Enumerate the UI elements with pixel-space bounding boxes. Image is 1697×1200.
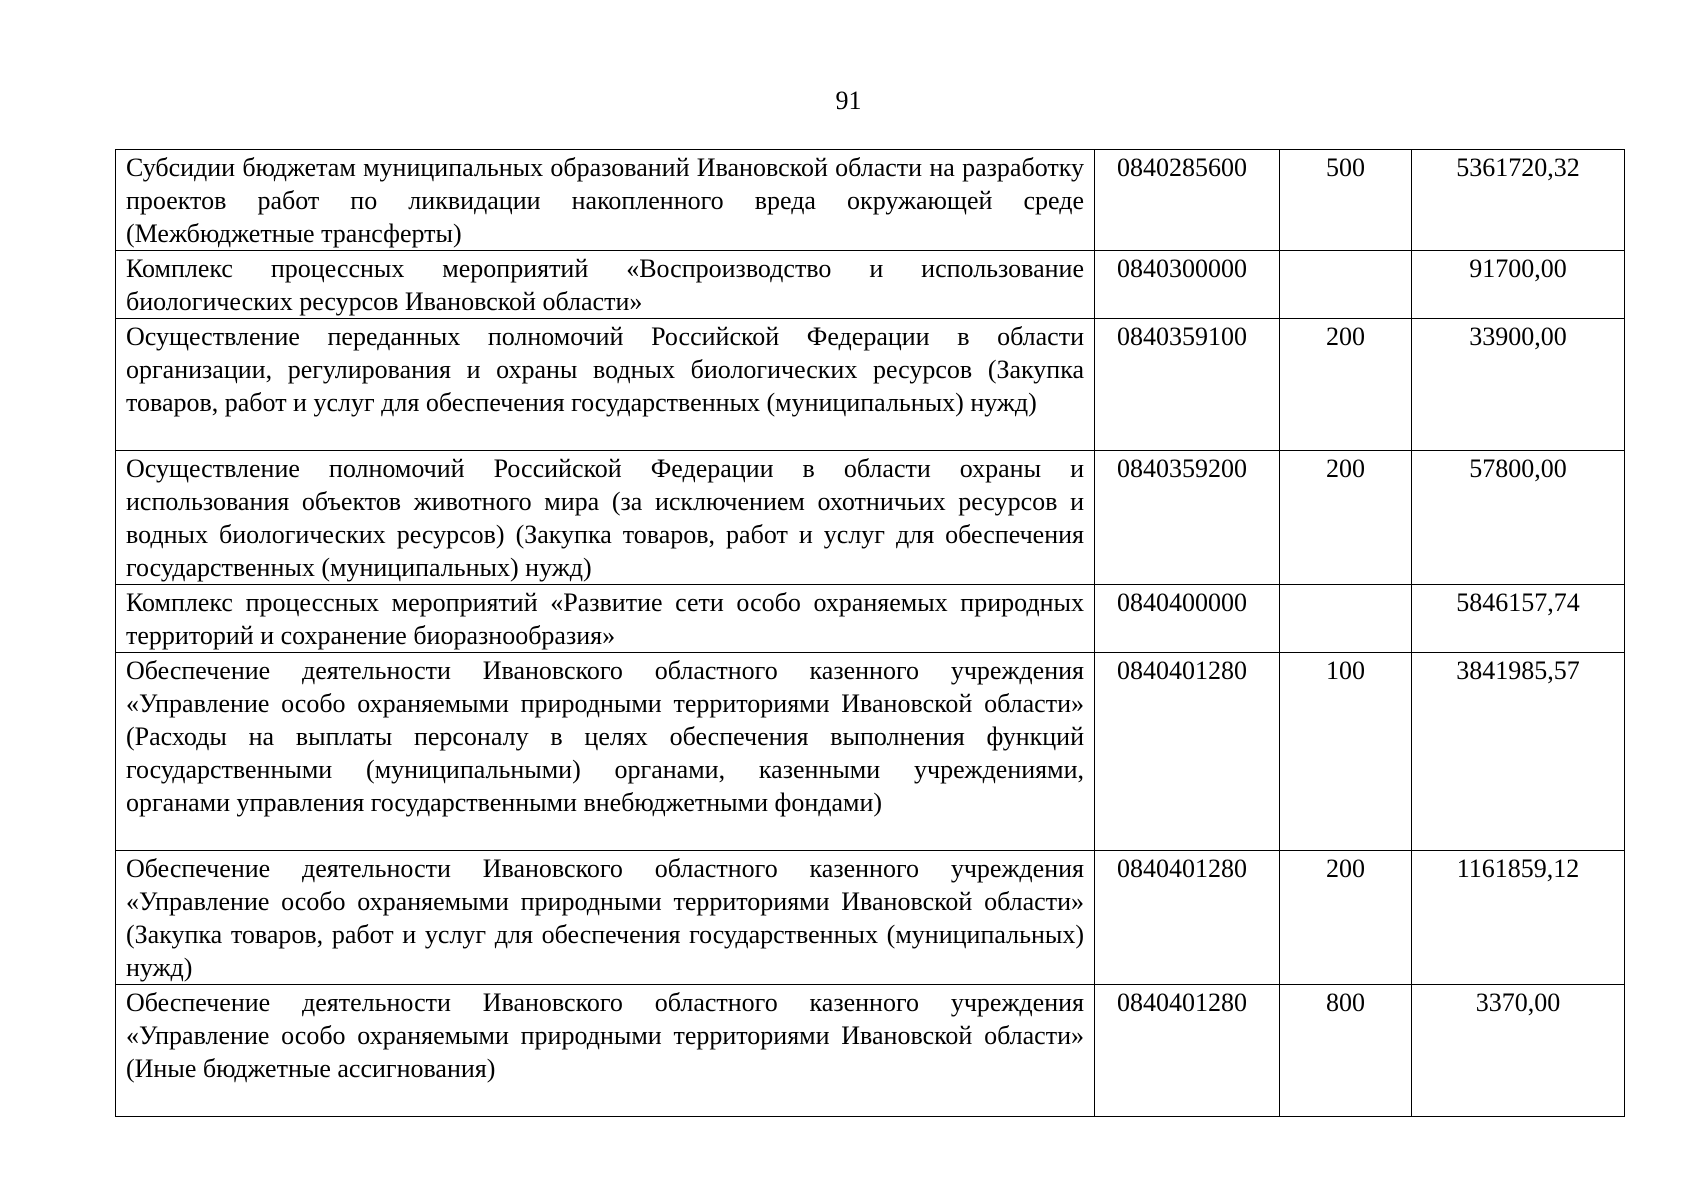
expense-type-cell (1280, 251, 1412, 319)
budget-table (115, 149, 1625, 1117)
table-row (116, 653, 1625, 851)
expense-name-cell: Обеспечение деятельности Ивановского областного казенного учреждения «Управление особо охраняемыми природными территориями Ивановской области» (Закупка товаров, работ и услуг для обеспечения государственных (муниципальных) нужд) (116, 851, 1095, 985)
amount-cell: 5361720,32 (1412, 150, 1625, 251)
expense-type-cell: 200 (1280, 851, 1412, 985)
expense-name-cell: Обеспечение деятельности Ивановского областного казенного учреждения «Управление особо охраняемыми природными территориями Ивановской области» (Иные бюджетные ассигнования) (116, 985, 1095, 1117)
amount-cell: 3841985,57 (1412, 653, 1625, 851)
expense-name-cell: Комплекс процессных мероприятий «Развитие сети особо охраняемых природных территорий и сохранение биоразнообразия» (116, 585, 1095, 653)
expense-name-cell: Обеспечение деятельности Ивановского областного казенного учреждения «Управление особо охраняемыми природными территориями Ивановской области» (Расходы на выплаты персоналу в целях обеспечения выполнения функций государственными (муниципальными) органами, казенными учреждениями, органами управления государственными внебюджетными фондами) (116, 653, 1095, 851)
amount-cell: 5846157,74 (1412, 585, 1625, 653)
target-code-cell: 0840285600 (1095, 150, 1280, 251)
expense-type-cell: 200 (1280, 451, 1412, 585)
page-number: 91 (835, 86, 862, 115)
expense-name-cell: Осуществление полномочий Российской Федерации в области охраны и использования объектов животного мира (за исключением охотничьих ресурсов и водных биологических ресурсов) (Закупка товаров, работ и услуг для обеспечения государственных (муниципальных) нужд) (116, 451, 1095, 585)
target-code-cell: 0840300000 (1095, 251, 1280, 319)
amount-cell: 91700,00 (1412, 251, 1625, 319)
expense-name-cell: Комплекс процессных мероприятий «Воспроизводство и использование биологических ресурсов Ивановской области» (116, 251, 1095, 319)
table-row (116, 985, 1625, 1117)
amount-cell: 57800,00 (1412, 451, 1625, 585)
table-row (116, 150, 1625, 251)
table-row (116, 851, 1625, 985)
table-row (116, 585, 1625, 653)
expense-name-cell: Субсидии бюджетам муниципальных образований Ивановской области на разработку проектов работ по ликвидации накопленного вреда окружающей среде (Межбюджетные трансферты) (116, 150, 1095, 251)
expense-name-cell: Осуществление переданных полномочий Российской Федерации в области организации, регулирования и охраны водных биологических ресурсов (Закупка товаров, работ и услуг для обеспечения государственных (муниципальных) нужд) (116, 319, 1095, 451)
amount-cell: 3370,00 (1412, 985, 1625, 1117)
table-row (116, 451, 1625, 585)
expense-type-cell: 100 (1280, 653, 1412, 851)
expense-type-cell: 800 (1280, 985, 1412, 1117)
target-code-cell: 0840359200 (1095, 451, 1280, 585)
target-code-cell: 0840400000 (1095, 585, 1280, 653)
amount-cell: 1161859,12 (1412, 851, 1625, 985)
table-row (116, 319, 1625, 451)
expense-type-cell: 200 (1280, 319, 1412, 451)
amount-cell: 33900,00 (1412, 319, 1625, 451)
table-row (116, 251, 1625, 319)
target-code-cell: 0840401280 (1095, 851, 1280, 985)
target-code-cell: 0840401280 (1095, 653, 1280, 851)
target-code-cell: 0840359100 (1095, 319, 1280, 451)
expense-type-cell: 500 (1280, 150, 1412, 251)
target-code-cell: 0840401280 (1095, 985, 1280, 1117)
expense-type-cell (1280, 585, 1412, 653)
